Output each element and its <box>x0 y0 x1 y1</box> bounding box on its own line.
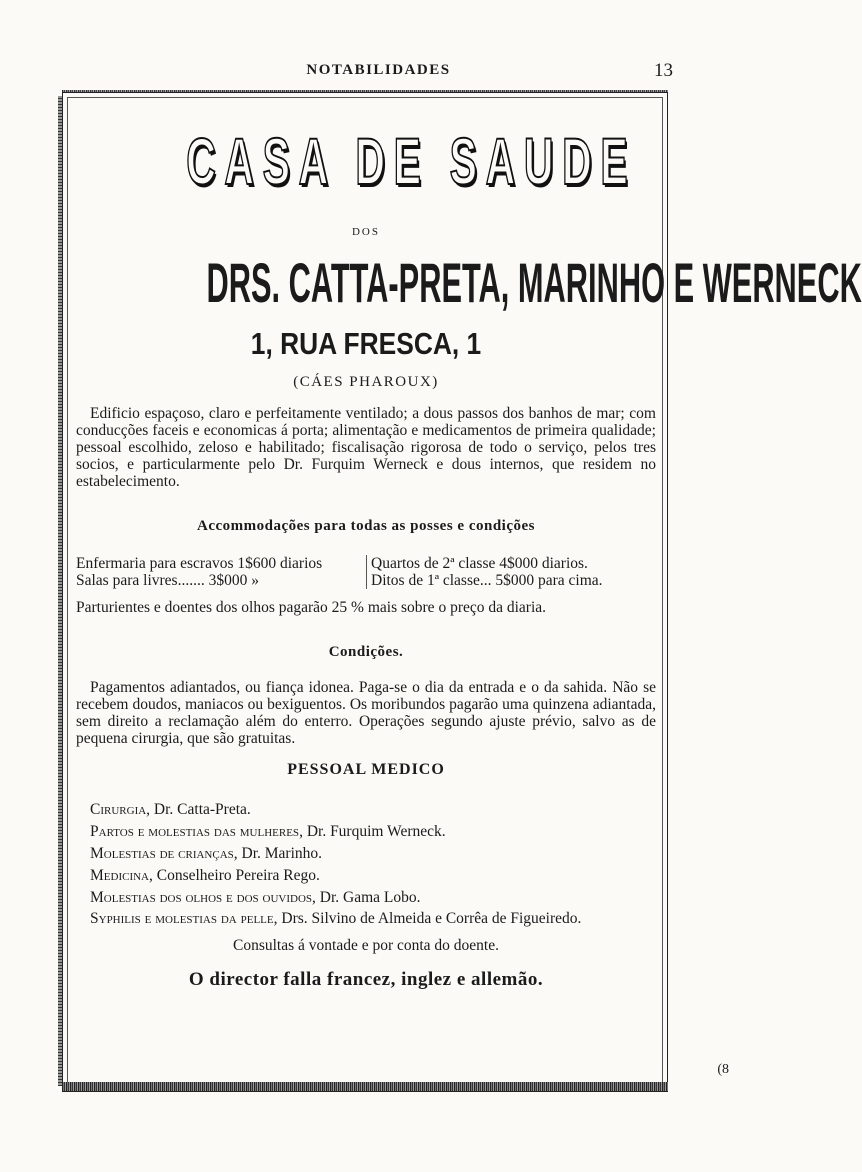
subaddress: (CÁES PHAROUX) <box>293 374 439 390</box>
price-left: Enfermaria para escravos 1$600 diarios <box>76 555 367 572</box>
parturient-note: Parturientes e doentes dos olhos pagarão 25 % mais sobre o preço da diaria. <box>76 599 547 616</box>
staff-doctor: Drs. Silvino de Almeida e Corrêa de Figueiredo. <box>281 910 582 927</box>
intro-paragraph: Edificio espaçoso, claro e perfeitamente ventilado; a dous passos dos banhos de mar; com conducções faceis e economicas á porta; alimentação e medicamentos de primeira qualidade; pessoal escolhido, zeloso e habilitado; fiscalisação rigorosa de todo o serviço, pelos tres socios, e particularmente pelo Dr. Furquim Werneck e dous internos, que residem no estabelecimento. <box>76 405 656 490</box>
staff-item: Molestias de crianças, Dr. Marinho. <box>90 845 323 862</box>
running-title: NOTABILIDADES <box>306 62 451 78</box>
staff-specialty: Cirurgia <box>90 801 147 818</box>
footer-mark: (8 <box>717 1062 729 1077</box>
page-number: 13 <box>654 60 673 81</box>
staff-doctor: Dr. Marinho. <box>241 845 323 862</box>
staff-specialty: Molestias de crianças <box>90 845 234 862</box>
staff-item: Syphilis e molestias da pelle, Drs. Silvino de Almeida e Corrêa de Figueiredo. <box>90 910 582 927</box>
staff-doctor: Dr. Gama Lobo. <box>319 889 421 906</box>
staff-specialty: Syphilis e molestias da pelle <box>90 910 274 927</box>
price-row <box>76 555 656 572</box>
conditions-paragraph: Pagamentos adiantados, ou fiança idonea. Paga-se o dia da entrada e o da sahida. Não se recebem doudos, maniacos ou bexiguentos. Os moribundos pagarão uma quinzena adiantada, sem direito a reclamação além do enterro. Operações segundo ajuste prévio, salvo as de pequena cirurgia, que são gratuitas. <box>76 679 656 747</box>
price-left: Salas para livres....... 3$000 » <box>76 572 367 589</box>
staff-list <box>76 799 656 929</box>
staff-doctor: Dr. Furquim Werneck. <box>306 823 446 840</box>
price-table <box>76 555 656 589</box>
staff-doctor: Conselheiro Pereira Rego. <box>156 867 320 884</box>
price-right: Quartos de 2ª classe 4$000 diarios. <box>371 555 588 572</box>
advertisement-content <box>76 98 862 991</box>
staff-item: Partos e molestias das mulheres, Dr. Furquim Werneck. <box>90 823 446 840</box>
address: 1, RUA FRESCA, 1 <box>250 326 482 361</box>
conditions-heading: Condições. <box>328 644 404 660</box>
consultation-note: Consultas á vontade e por conta do doente. <box>232 937 499 954</box>
dos-label: DOS <box>351 226 380 238</box>
staff-specialty: Medicina <box>90 867 149 884</box>
staff-heading: PESSOAL MEDICO <box>287 761 445 778</box>
doctors-names: DRS. CATTA-PRETA, MARINHO E WERNECK <box>206 251 862 314</box>
staff-doctor: Dr. Catta-Preta. <box>153 801 251 818</box>
running-head <box>0 60 757 84</box>
accommodations-heading: Accommodações para todas as posses e condições <box>197 518 535 534</box>
staff-item: Cirurgia, Dr. Catta-Preta. <box>90 801 251 818</box>
price-row <box>76 572 656 589</box>
staff-item: Molestias dos olhos e dos ouvidos, Dr. Gama Lobo. <box>90 889 421 906</box>
border-bottom-ornament <box>62 1082 668 1091</box>
price-right: Ditos de 1ª classe... 5$000 para cima. <box>371 572 603 589</box>
director-languages: O director falla francez, inglez e allemão. <box>188 969 544 990</box>
staff-specialty: Partos e molestias das mulheres <box>90 823 300 840</box>
headline: CASA DE SAUDE <box>186 124 637 198</box>
staff-specialty: Molestias dos olhos e dos ouvidos <box>90 889 312 906</box>
staff-item: Medicina, Conselheiro Pereira Rego. <box>90 867 320 884</box>
